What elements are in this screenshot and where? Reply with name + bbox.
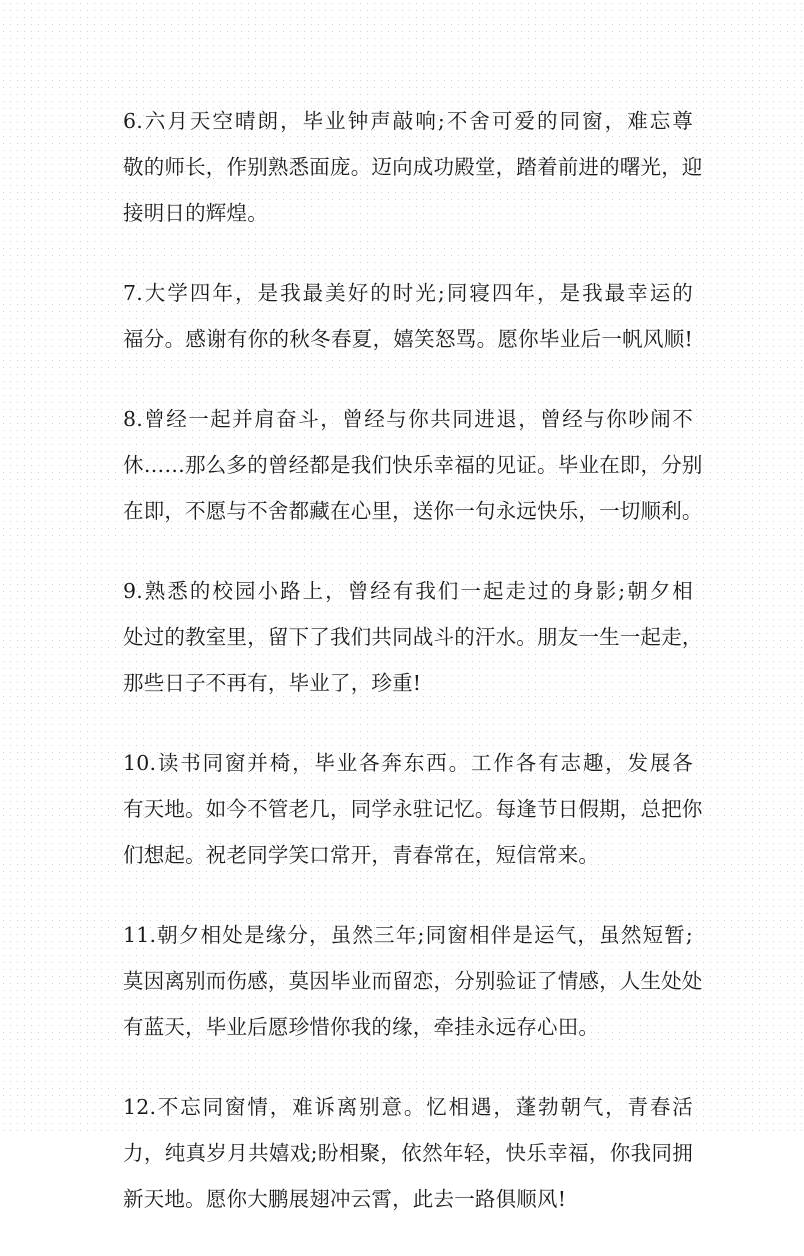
document-body bbox=[123, 98, 703, 1256]
text-line: 敬的师长，作别熟悉面庞。迈向成功殿堂，踏着前进的曙光，迎 bbox=[123, 155, 703, 179]
text-line: 8.曾经一起并肩奋斗，曾经与你共同进退，曾经与你吵闹不 bbox=[123, 407, 693, 431]
paragraph-8 bbox=[123, 396, 703, 534]
text-line: 那些日子不再有，毕业了，珍重! bbox=[123, 671, 422, 695]
text-line: 6.六月天空晴朗，毕业钟声敲响;不舍可爱的同窗，难忘尊 bbox=[123, 109, 693, 133]
text-line: 莫因离别而伤感，莫因毕业而留恋，分别验证了情感，人生处处 bbox=[123, 969, 703, 993]
text-line: 接明日的辉煌。 bbox=[123, 201, 268, 225]
text-line: 12.不忘同窗情，难诉离别意。忆相遇，蓬勃朝气，青春活 bbox=[123, 1095, 693, 1119]
text-line: 9.熟悉的校园小路上，曾经有我们一起走过的身影;朝夕相 bbox=[123, 579, 693, 603]
paragraph-12 bbox=[123, 1084, 693, 1222]
text-line: 力，纯真岁月共嬉戏;盼相聚，依然年轻，快乐幸福，你我同拥 bbox=[123, 1141, 693, 1165]
text-line: 们想起。祝老同学笑口常开，青春常在，短信常来。 bbox=[123, 843, 600, 867]
text-line: 10.读书同窗并椅，毕业各奔东西。工作各有志趣，发展各 bbox=[123, 751, 693, 775]
text-line: 11.朝夕相处是缘分，虽然三年;同窗相伴是运气，虽然短暂; bbox=[123, 923, 693, 947]
paragraph-6 bbox=[123, 98, 703, 236]
text-line: 福分。感谢有你的秋冬春夏，嬉笑怒骂。愿你毕业后一帆风顺! bbox=[123, 327, 693, 351]
paragraph-7 bbox=[123, 270, 693, 362]
text-line: 有天地。如今不管老几，同学永驻记忆。每逢节日假期，总把你 bbox=[123, 797, 703, 821]
text-line: 有蓝天，毕业后愿珍惜你我的缘，牵挂永远存心田。 bbox=[123, 1015, 600, 1039]
paragraph-11 bbox=[123, 912, 703, 1050]
text-line: 7.大学四年，是我最美好的时光;同寝四年，是我最幸运的 bbox=[123, 281, 693, 305]
text-line: 新天地。愿你大鹏展翅冲云霄，此去一路俱顺风! bbox=[123, 1187, 567, 1211]
text-line: 休……那么多的曾经都是我们快乐幸福的见证。毕业在即，分别 bbox=[123, 453, 703, 477]
text-line: 在即，不愿与不舍都藏在心里，送你一句永远快乐，一切顺利。 bbox=[123, 499, 703, 523]
paragraph-10 bbox=[123, 740, 703, 878]
text-line: 处过的教室里，留下了我们共同战斗的汗水。朋友一生一起走， bbox=[123, 625, 703, 649]
paragraph-9 bbox=[123, 568, 703, 706]
